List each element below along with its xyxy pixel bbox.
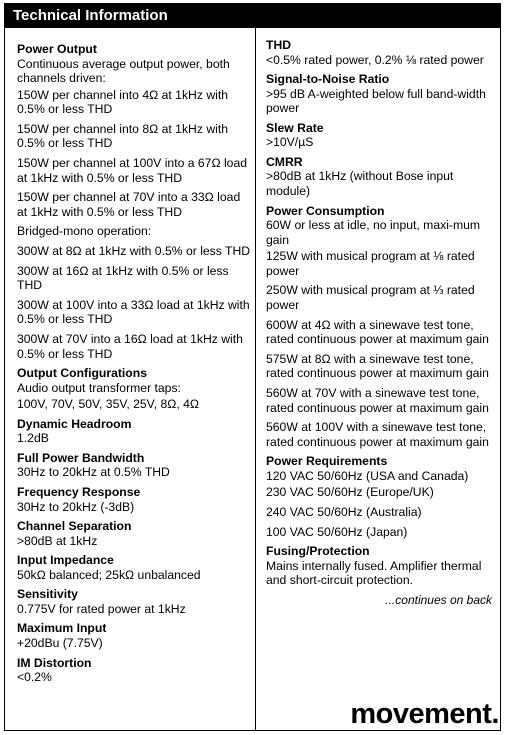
spec-section-thd: [266, 38, 496, 67]
spec-value: 300W at 70V into a 16Ω load at 1kHz with 0.5% or less THD: [17, 332, 243, 361]
spec-heading: Power Output: [17, 42, 97, 56]
spec-value: 300W at 16Ω at 1kHz with 0.5% or less THD: [17, 263, 229, 293]
spec-heading: Input Impedance: [17, 553, 114, 568]
spec-value: 300W at 100V into a 33Ω load at 1kHz with 0.5% or less THD: [17, 297, 250, 327]
spec-value: 150W per channel at 100V into a 67Ω load at 1kHz with 0.5% or less THD: [17, 156, 247, 185]
right-column: [256, 28, 500, 730]
continues-note: ...continues on back: [385, 592, 492, 607]
spec-heading: Sensitivity: [17, 587, 78, 602]
spec-value: 560W at 70V with a sinewave test tone, rated continuous power at maximum gain: [266, 386, 489, 415]
spec-value: 250W with musical program at ⅓ rated power: [266, 283, 475, 313]
spec-heading: Channel Separation: [17, 519, 132, 534]
spec-section-cmrr: [266, 155, 496, 199]
spec-value: 600W at 4Ω with a sinewave test tone, rated continuous power at maximum gain: [266, 317, 489, 347]
section-title: Technical Information: [5, 4, 500, 28]
spec-section-im-distortion: [17, 656, 251, 685]
spec-value: 30Hz to 20kHz (-3dB): [17, 499, 135, 514]
spec-section-slew-rate: [266, 121, 496, 150]
spec-section-power-consumption: [266, 204, 496, 450]
brand-logo: movement.: [350, 698, 499, 730]
spec-heading: Frequency Response: [17, 485, 141, 500]
spec-value: Audio output transformer taps:: [17, 380, 181, 395]
spec-section-dynamic-headroom: [17, 417, 251, 446]
spec-value: 575W at 8Ω with a sinewave test tone, rated continuous power at maximum gain: [266, 351, 489, 381]
spec-section-maximum-input: [17, 621, 251, 650]
spec-section-channel-separation: [17, 519, 251, 548]
spec-sheet: [4, 3, 501, 731]
spec-value: 150W per channel at 70V into a 33Ω load at 1kHz with 0.5% or less THD: [17, 190, 241, 219]
spec-section-power-requirements: [266, 454, 496, 539]
spec-value: 0.775V for rated power at 1kHz: [17, 601, 186, 616]
spec-value: 100V, 70V, 50V, 35V, 25V, 8Ω, 4Ω: [17, 397, 200, 412]
spec-heading: Maximum Input: [17, 621, 107, 636]
spec-heading: Slew Rate: [266, 120, 324, 135]
spec-value: 230 VAC 50/60Hz (Europe/UK): [266, 485, 434, 500]
right-spec-list: [266, 38, 496, 588]
spec-heading: Full Power Bandwidth: [17, 450, 145, 465]
spec-value: 30Hz to 20kHz at 0.5% THD: [17, 465, 170, 480]
spec-value: 60W or less at idle, no input, maxi-mum gain: [266, 218, 481, 247]
spec-section-frequency-response: [17, 485, 251, 514]
spec-value: +20dBu (7.75V): [17, 635, 103, 650]
spec-heading: IM Distortion: [17, 655, 92, 670]
spec-value: 50kΩ balanced; 25kΩ unbalanced: [17, 567, 201, 582]
spec-section-signal-to-noise-ratio: [266, 72, 496, 116]
spec-value: >80dB at 1kHz (without Bose input module): [266, 169, 454, 198]
spec-value: 125W with musical program at ⅛ rated power: [266, 249, 475, 278]
spec-heading: Dynamic Headroom: [17, 416, 132, 431]
spec-value: >10V/µS: [266, 135, 314, 150]
spec-heading: CMRR: [266, 154, 303, 169]
spec-heading: Output Configurations: [17, 366, 147, 381]
spec-value: <0.5% rated power, 0.2% ⅛ rated power: [266, 52, 484, 67]
spec-heading: THD: [266, 38, 292, 52]
spec-columns: [5, 28, 500, 730]
spec-value: >80dB at 1kHz: [17, 533, 98, 548]
spec-value: 150W per channel into 8Ω at 1kHz with 0.5% or less THD: [17, 121, 228, 151]
spec-value: >95 dB A-weighted below full band-width power: [266, 86, 486, 116]
spec-heading: Fusing/Protection: [266, 544, 370, 559]
spec-value: Mains internally fused. Amplifier thermal and short-circuit protection.: [266, 558, 482, 588]
spec-heading: Power Requirements: [266, 454, 388, 469]
spec-value: 300W at 8Ω at 1kHz with 0.5% or less THD: [17, 244, 251, 259]
spec-value: <0.2%: [17, 670, 52, 685]
left-column: [5, 28, 256, 730]
spec-value: Bridged-mono operation:: [17, 224, 152, 239]
spec-value: 100 VAC 50/60Hz (Japan): [266, 524, 408, 539]
spec-value: 120 VAC 50/60Hz (USA and Canada): [266, 468, 469, 483]
spec-value: 1.2dB: [17, 431, 49, 446]
spec-section-sensitivity: [17, 587, 251, 616]
spec-value: 240 VAC 50/60Hz (Australia): [266, 505, 422, 520]
spec-section-input-impedance: [17, 553, 251, 582]
spec-value: Continuous average output power, both channels driven:: [17, 56, 230, 86]
spec-value: 150W per channel into 4Ω at 1kHz with 0.5% or less THD: [17, 87, 228, 117]
spec-heading: Signal-to-Noise Ratio: [266, 72, 390, 87]
spec-section-full-power-bandwidth: [17, 451, 251, 480]
spec-section-power-output: [17, 42, 251, 361]
spec-heading: Power Consumption: [266, 203, 385, 218]
spec-section-fusing-protection: [266, 544, 496, 588]
spec-value: 560W at 100V with a sinewave test tone, rated continuous power at maximum gain: [266, 420, 489, 449]
spec-section-output-configurations: [17, 366, 251, 412]
